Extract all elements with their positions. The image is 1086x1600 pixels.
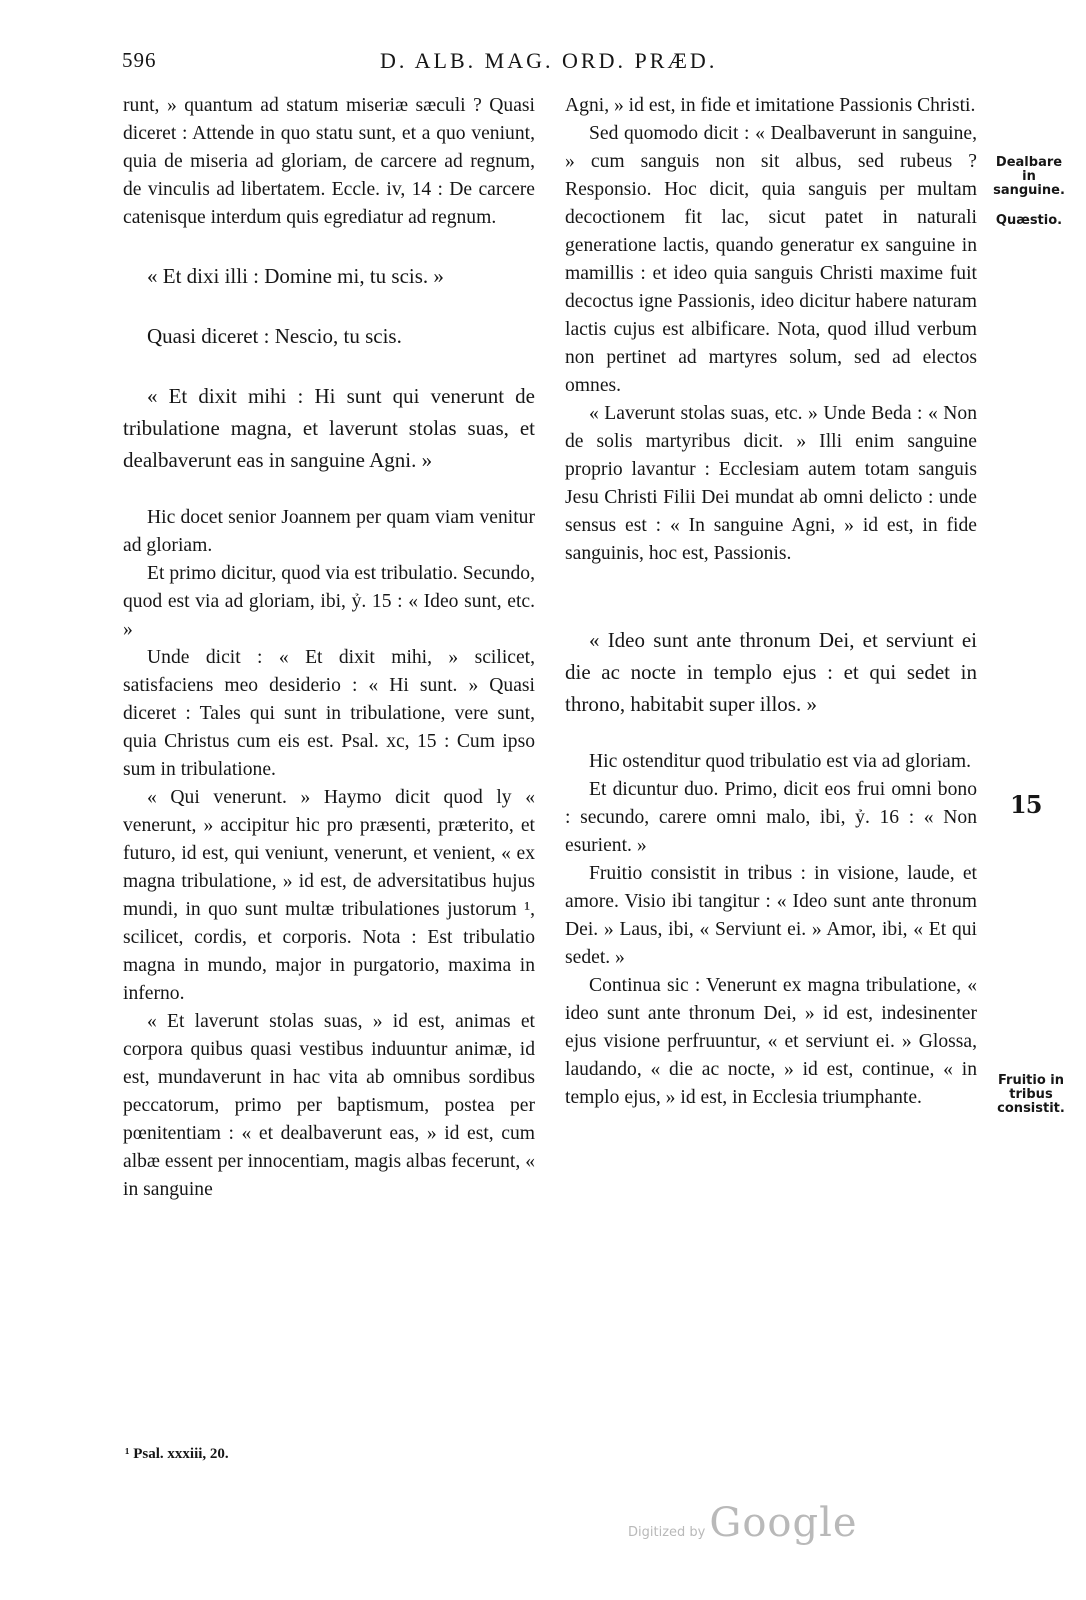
paragraph: Fruitio consistit in tribus : in visione, laude, et amore. Visio ibi tangitur : « Ideo sunt ante thronum Dei. » Laus, ibi, « Serviunt ei. » Amor, ibi, « Et qui sedet. » xyxy=(565,863,977,968)
margin-note-fruitio: Fruitio in tribus consistit. xyxy=(997,1073,1065,1116)
scripture-citation: « Ideo sunt ante thronum Dei, et serviunt ei die ac nocte in templo ejus : et qui sedet in throno, habitabit super illos. » xyxy=(565,628,977,716)
google-logo: Google xyxy=(709,1500,858,1546)
paragraph: Et primo dicitur, quod via est tribulatio. Secundo, quod est via ad gloriam, ibi, ỷ. 15 : « Ideo sunt, etc. » xyxy=(123,563,535,640)
left-column xyxy=(123,92,535,1204)
paragraph: « Et laverunt stolas suas, » id est, animas et corpora quibus quasi vestibus induuntur animæ, id est, mundaverunt in hac vita ab omnibus sordibus peccatorum, primo per baptismum, postea per pœnitentiam : « et dealbaverunt eas, » id est, cum albæ essent per innocentiam, magis albas fecerunt, « in sanguine xyxy=(123,1011,535,1200)
paragraph: Et dicuntur duo. Primo, dicit eos frui omni bono : secundo, carere omni malo, ibi, ỷ. 16 : « Non esurient. » xyxy=(565,779,977,856)
margin-note-quaestio: Quæstio. xyxy=(995,213,1063,228)
right-column xyxy=(565,92,977,1112)
paragraph: « Laverunt stolas suas, etc. » Unde Beda : « Non de solis martyribus dicit. » Illi enim sanguine proprio lavantur : Ecclesiam autem totam sanguis Jesu Christi Filii Dei mundat ab omni delicto : unde sensus est : « In sanguine Agni, » id est, in fide sanguinis, hoc est, Passionis. xyxy=(565,403,977,564)
watermark-prefix: Digitized by xyxy=(628,1525,706,1540)
page-number: 596 xyxy=(122,48,157,72)
page-header xyxy=(0,48,1086,78)
paragraph: Sed quomodo dicit : « Dealbaverunt in sanguine, » cum sanguis non sit albus, sed rubeus ? Responsio. Hoc dicit, quia sanguis per multam decoctionem fit lac, sicut patet in naturali generatione lactis, quando generatur ex sanguine in mamillis : et ideo quia sanguis Christi maxime fuit decoctus igne Passionis, ideo dicitur habere naturam lactis cujus est albificare. Nota, quod illud verbum non pertinet ad martyres solum, sed ad electos omnes. xyxy=(565,123,977,396)
paragraph: Quasi diceret : Nescio, tu scis. xyxy=(147,324,402,348)
paragraph: Agni, » id est, in fide et imitatione Passionis Christi. xyxy=(565,95,976,116)
verse-number: 15 xyxy=(1010,790,1042,819)
scripture-citation: « Et dixi illi : Domine mi, tu scis. » xyxy=(147,264,444,288)
running-title: D. ALB. MAG. ORD. PRÆD. xyxy=(380,48,718,73)
paragraph: Unde dicit : « Et dixit mihi, » scilicet, satisfaciens meo desiderio : « Hi sunt. » Quasi diceret : Tales qui sunt in tribulatione, vere sunt, quia Christus cum eis est. Psal. xc, 15 : Cum ipso sum in tribulatione. xyxy=(123,647,535,780)
scripture-citation: « Et dixit mihi : Hi sunt qui venerunt de tribulatione magna, et laverunt stolas suas, et dealbaverunt eas in sanguine Agni. » xyxy=(123,384,535,472)
paragraph: Hic docet senior Joannem per quam viam venitur ad gloriam. xyxy=(123,507,535,556)
paragraph: runt, » quantum ad statum miseriæ sæculi ? Quasi diceret : Attende in quo statu sunt, et a quo veniunt, quia de miseria ad gloriam, de carcere ad regnum, de vinculis ad libertatem. Eccle. iv, 14 : De carcere catenisque interdum quis egrediatur ad regnum. xyxy=(123,95,535,228)
margin-note-dealbare: Dealbare in sanguine. xyxy=(993,155,1065,198)
paragraph: « Qui venerunt. » Haymo dicit quod ly « venerunt, » accipitur hic pro præsenti, præterito, et futuro, id est, qui veniunt, venerunt, et venient, « ex magna tribulatione, » id est, de adversitatibus hujus mundi, in quo sunt multæ tribulationes justorum ¹, scilicet, cordis, et corporis. Nota : Est tribulatio magna in mundo, major in purgatorio, maxima in inferno. xyxy=(123,787,535,1004)
paragraph: Hic ostenditur quod tribulatio est via ad gloriam. xyxy=(589,751,972,772)
footnote: ¹ Psal. xxxiii, 20. xyxy=(125,1446,229,1462)
paragraph: Continua sic : Venerunt ex magna tribulatione, « ideo sunt ante thronum Dei, » id est, indesinenter ejus visione perfruuntur, « et serviunt ei. » Glossa, laudando, « die ac nocte, » id est, continue, « in templo ejus, » id est, in Ecclesia triumphante. xyxy=(565,975,977,1108)
digitization-watermark xyxy=(628,1500,858,1546)
